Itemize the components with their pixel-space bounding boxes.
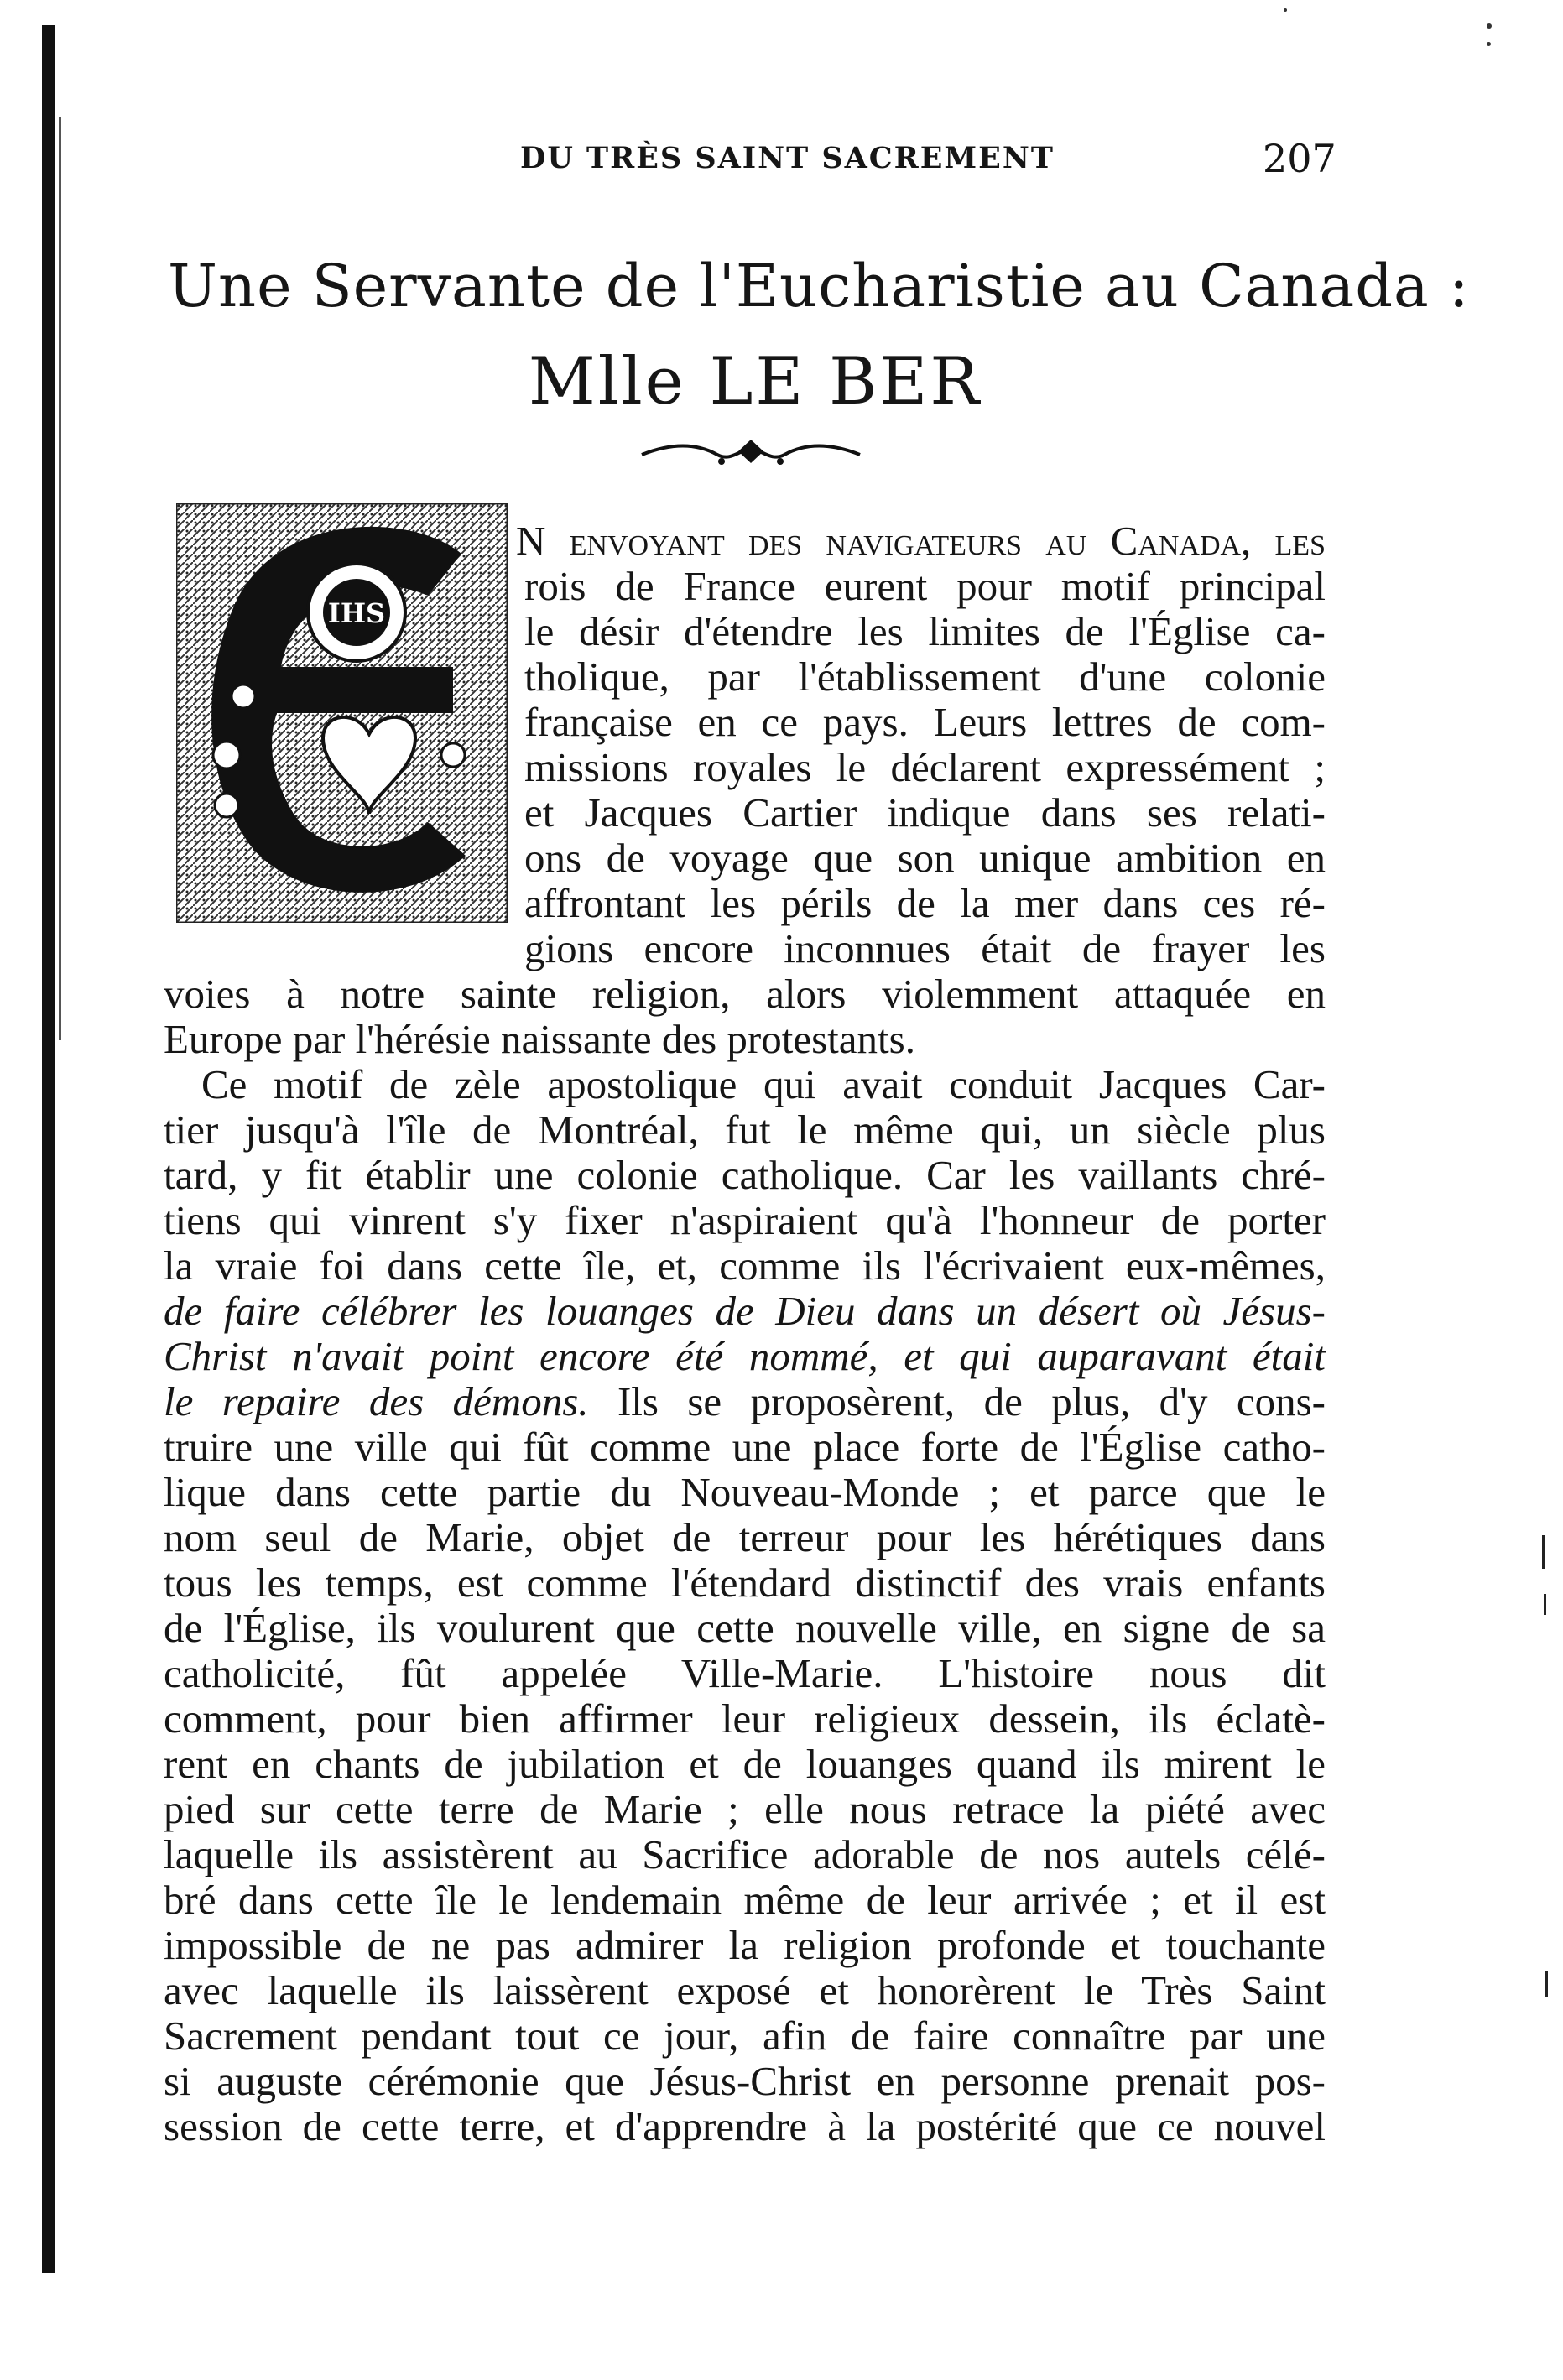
scan-speck bbox=[1487, 42, 1491, 46]
scan-border-left bbox=[42, 25, 55, 2273]
running-head: DU TRÈS SAINT SACREMENT bbox=[520, 141, 1055, 175]
text-line: rois de France eurent pour motif principal bbox=[524, 564, 1326, 609]
text-line: missions royales le déclarent expressément ; bbox=[524, 745, 1326, 790]
text-line: impossible de ne pas admirer la religion profonde et touchante bbox=[164, 1923, 1326, 1968]
dropcap-monogram: IHS bbox=[327, 597, 386, 629]
text-line: tiens qui vinrent s'y fixer n'aspiraient qu'à l'honneur de porter bbox=[164, 1198, 1326, 1243]
text-line: si auguste cérémonie que Jésus-Christ en personne prenait pos- bbox=[164, 2059, 1326, 2104]
page-number: 207 bbox=[1263, 136, 1336, 181]
text-line: gions encore inconnues était de frayer les bbox=[524, 926, 1326, 971]
text-line: tier jusqu'à l'île de Montréal, fut le même qui, un siècle plus bbox=[164, 1107, 1326, 1153]
scan-speck bbox=[1284, 8, 1287, 12]
scan-mark-right bbox=[1545, 1971, 1548, 1997]
text-line: N envoyant des navigateurs au Canada, les bbox=[516, 518, 1326, 564]
text-line: et Jacques Cartier indique dans ses relati- bbox=[524, 790, 1326, 836]
text-line: le repaire des démons. Ils se proposèrent, de plus, d'y cons- bbox=[164, 1379, 1326, 1424]
text-line: pied sur cette terre de Marie ; elle nous retrace la piété avec bbox=[164, 1787, 1326, 1832]
text-line: comment, pour bien affirmer leur religieux dessein, ils éclatè- bbox=[164, 1696, 1326, 1742]
text-line: nom seul de Marie, objet de terreur pour les hérétiques dans bbox=[164, 1515, 1326, 1560]
text-line: rent en chants de jubilation et de louanges quand ils mirent le bbox=[164, 1742, 1326, 1787]
text-line: française en ce pays. Leurs lettres de com- bbox=[524, 700, 1326, 745]
scan-border-left-inner bbox=[59, 117, 61, 1040]
article-subtitle: Mlle LE BER bbox=[528, 344, 982, 419]
scan-speck bbox=[1487, 23, 1492, 29]
text-line: voies à notre sainte religion, alors violemment attaquée en bbox=[164, 971, 1326, 1017]
text-line: session de cette terre, et d'apprendre à la postérité que ce nouvel bbox=[164, 2104, 1326, 2149]
text-line: la vraie foi dans cette île, et, comme ils l'écrivaient eux-mêmes, bbox=[164, 1243, 1326, 1289]
article-title: Une Servante de l'Eucharistie au Canada : bbox=[168, 252, 1470, 320]
scan-mark-right bbox=[1544, 1594, 1546, 1615]
text-line: le désir d'étendre les limites de l'Église ca- bbox=[524, 609, 1326, 654]
text-line: bré dans cette île le lendemain même de leur arrivée ; et il est bbox=[164, 1877, 1326, 1923]
text-line: tous les temps, est comme l'étendard distinctif des vrais enfants bbox=[164, 1560, 1326, 1606]
text-line: truire une ville qui fût comme une place forte de l'Église catho- bbox=[164, 1424, 1326, 1470]
scan-mark-right bbox=[1542, 1535, 1545, 1569]
text-line: Sacrement pendant tout ce jour, afin de faire connaître par une bbox=[164, 2013, 1326, 2059]
text-line: de l'Église, ils voulurent que cette nouvelle ville, en signe de sa bbox=[164, 1606, 1326, 1651]
dropcap-initial bbox=[176, 503, 508, 923]
text-line: ons de voyage que son unique ambition en bbox=[524, 836, 1326, 881]
text-line: affrontant les périls de la mer dans ces ré- bbox=[524, 881, 1326, 926]
text-line: catholicité, fût appelée Ville-Marie. L'histoire nous dit bbox=[164, 1651, 1326, 1696]
text-line: Christ n'avait point encore été nommé, et qui auparavant était bbox=[164, 1334, 1326, 1379]
text-line: tholique, par l'établissement d'une colonie bbox=[524, 654, 1326, 700]
text-line: avec laquelle ils laissèrent exposé et honorèrent le Très Saint bbox=[164, 1968, 1326, 2013]
title-ornament bbox=[638, 436, 864, 470]
text-line: Ce motif de zèle apostolique qui avait conduit Jacques Car- bbox=[201, 1062, 1326, 1107]
text-line: Europe par l'hérésie naissante des protestants. bbox=[164, 1017, 915, 1062]
text-line: lique dans cette partie du Nouveau-Monde ; et parce que le bbox=[164, 1470, 1326, 1515]
text-line: de faire célébrer les louanges de Dieu dans un désert où Jésus- bbox=[164, 1289, 1326, 1334]
text-line: tard, y fit établir une colonie catholique. Car les vaillants chré- bbox=[164, 1153, 1326, 1198]
text-line: laquelle ils assistèrent au Sacrifice adorable de nos autels célé- bbox=[164, 1832, 1326, 1877]
